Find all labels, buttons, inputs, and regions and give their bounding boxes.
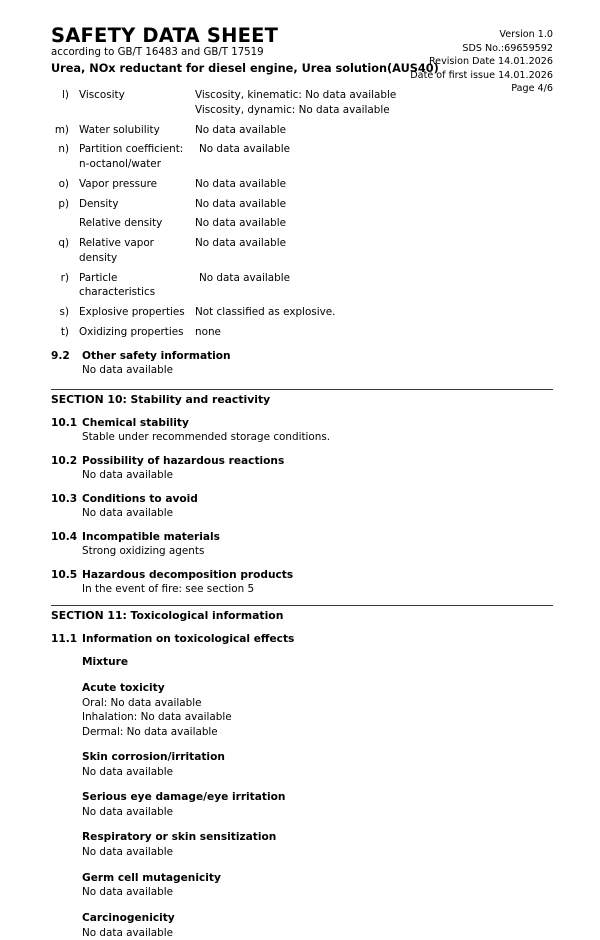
tox-block [0, 750, 600, 779]
text-line: none [195, 325, 221, 338]
text-line: Not classified as explosive. [195, 306, 336, 319]
subsection-9-2-body [82, 349, 553, 378]
subsection-number: 10.1 [51, 416, 78, 429]
section-11-header [0, 605, 600, 623]
property-label: Explosive properties [79, 306, 185, 319]
subsection-10-2 [0, 454, 600, 483]
subsection-number: 10.5 [51, 568, 78, 581]
text-line: Dermal: No data available [82, 725, 218, 738]
subsection-10-1 [0, 416, 600, 445]
property-value [195, 305, 553, 320]
subsection-title: Incompatible materials [82, 530, 220, 543]
subsection-title: Chemical stability [82, 416, 189, 429]
sds-number-label: SDS No.:69659592 [462, 42, 553, 54]
section-11-title: SECTION 11: Toxicological information [51, 608, 284, 622]
property-row [51, 271, 553, 301]
subsection-text [82, 544, 553, 558]
first-issue-date-label: Date of first issue 14.01.2026 [410, 69, 553, 81]
property-letter: n) [58, 143, 69, 156]
property-row [51, 142, 553, 172]
section-10-title: SECTION 10: Stability and reactivity [51, 392, 271, 406]
subsection-11-1 [0, 632, 600, 647]
tox-block-text [82, 926, 553, 940]
text-line: No data available [82, 846, 174, 859]
text-line: No data available [82, 507, 174, 520]
section-10-header [0, 389, 600, 407]
tox-block [0, 681, 600, 739]
text-line: Inhalation: No data available [82, 711, 232, 724]
property-row [51, 177, 553, 192]
property-label: Vapor pressure [79, 177, 158, 190]
revision-date-label: Revision Date 14.01.2026 [428, 56, 553, 68]
subsection-11-1-title: Information on toxicological effects [82, 632, 295, 645]
toxicological-blocks [0, 655, 600, 940]
tox-block-title: Acute toxicity [82, 682, 165, 695]
property-label: Oxidizing properties [79, 325, 184, 338]
page-number-label: Page 4/6 [511, 83, 553, 95]
text-line: No data available [199, 271, 291, 284]
text-line: In the event of fire: see section 5 [82, 583, 255, 596]
text-line: Strong oxidizing agents [82, 545, 205, 558]
property-value [195, 177, 553, 192]
subsection-number: 10.3 [51, 492, 78, 505]
property-value [195, 271, 553, 286]
subsection-text [82, 582, 553, 596]
tox-block-title: Serious eye damage/eye irritation [82, 791, 286, 804]
property-letter: q) [58, 237, 69, 250]
subsection-title: Conditions to avoid [82, 492, 198, 505]
subsection-title: Possibility of hazardous reactions [82, 454, 285, 467]
header-metadata-group [410, 28, 553, 96]
property-label: Relative density [79, 217, 163, 230]
property-row [51, 216, 553, 231]
document-standard-reference: according to GB/T 16483 and GB/T 17519 [51, 47, 264, 59]
text-line: No data available [82, 765, 174, 778]
subsection-10-3 [0, 492, 600, 521]
property-label: Particle characteristics [79, 271, 156, 299]
subsection-text [82, 430, 553, 444]
property-value [195, 197, 553, 212]
subsection-9-2 [0, 349, 600, 378]
text-line: No data available [82, 886, 174, 899]
text-line: Viscosity, dynamic: No data available [195, 103, 390, 116]
property-letter: r) [60, 271, 69, 284]
text-line: Viscosity, kinematic: No data available [195, 89, 397, 101]
property-label: Water solubility [79, 123, 160, 136]
tox-block [0, 830, 600, 859]
header-left-group [51, 24, 439, 76]
tox-block [0, 911, 600, 940]
text-line: Stable under recommended storage conditions. [82, 431, 331, 444]
subsection-10-4 [0, 530, 600, 559]
document-title: SAFETY DATA SHEET [51, 24, 279, 47]
text-line: No data available [82, 926, 174, 939]
subsection-11-1-number: 11.1 [51, 632, 78, 645]
subsection-body [82, 454, 553, 483]
property-value [195, 123, 553, 138]
subsection-body [82, 492, 553, 521]
property-label: Density [79, 197, 119, 210]
property-letter: m) [54, 123, 69, 136]
tox-block-title: Germ cell mutagenicity [82, 871, 221, 884]
tox-block [0, 655, 600, 670]
text-line: No data available [82, 806, 174, 819]
property-letter: p) [58, 197, 69, 210]
subsection-9-2-number: 9.2 [51, 349, 70, 362]
subsection-title: Hazardous decomposition products [82, 568, 294, 581]
tox-block-text [82, 765, 553, 779]
text-line: No data available [195, 123, 287, 136]
subsection-11-1-body [82, 632, 553, 647]
property-row [51, 236, 553, 266]
tox-block [0, 871, 600, 900]
property-row [51, 123, 553, 138]
property-row [51, 305, 553, 320]
text-line: No data available [82, 364, 174, 377]
tox-block-text [82, 696, 553, 739]
subsection-text [82, 506, 553, 520]
text-line: No data available [195, 237, 287, 250]
property-row [51, 325, 553, 340]
tox-block [0, 790, 600, 819]
property-value [195, 325, 553, 340]
tox-block-text [82, 805, 553, 819]
subsection-number: 10.4 [51, 530, 78, 543]
subsection-body [82, 416, 553, 445]
subsection-body [82, 568, 553, 597]
text-line: No data available [82, 469, 174, 482]
tox-block-title: Skin corrosion/irritation [82, 751, 225, 764]
property-letter: s) [59, 306, 69, 319]
property-row [51, 197, 553, 212]
physical-properties-table [0, 88, 600, 340]
property-value [195, 216, 553, 231]
text-line: No data available [195, 177, 287, 190]
property-letter: o) [58, 177, 69, 190]
property-letter: t) [60, 325, 69, 338]
tox-block-title: Carcinogenicity [82, 911, 175, 924]
property-letter: l) [62, 89, 69, 101]
property-label: Relative vapor density [79, 237, 154, 264]
subsection-body [82, 530, 553, 559]
subsection-9-2-title: Other safety information [82, 349, 231, 362]
tox-block-title: Mixture [82, 656, 129, 669]
property-label: Viscosity [79, 89, 125, 101]
subsection-9-2-text [82, 363, 553, 377]
version-label: Version 1.0 [499, 29, 553, 40]
text-line: Oral: No data available [82, 697, 202, 710]
section-10-items [0, 416, 600, 597]
tox-block-text [82, 885, 553, 899]
tox-block-text [82, 845, 553, 859]
tox-block-title: Respiratory or skin sensitization [82, 831, 277, 844]
text-line: No data available [195, 217, 287, 230]
subsection-text [82, 468, 553, 482]
product-name: Urea, NOx reductant for diesel engine, Urea solution(AUS40) [51, 62, 439, 76]
text-line: No data available [195, 197, 287, 210]
property-value [195, 236, 553, 251]
property-value [195, 142, 553, 157]
text-line: No data available [199, 143, 291, 156]
property-label: Partition coefficient: n-octanol/water [79, 143, 184, 171]
subsection-10-5 [0, 568, 600, 597]
subsection-number: 10.2 [51, 454, 78, 467]
